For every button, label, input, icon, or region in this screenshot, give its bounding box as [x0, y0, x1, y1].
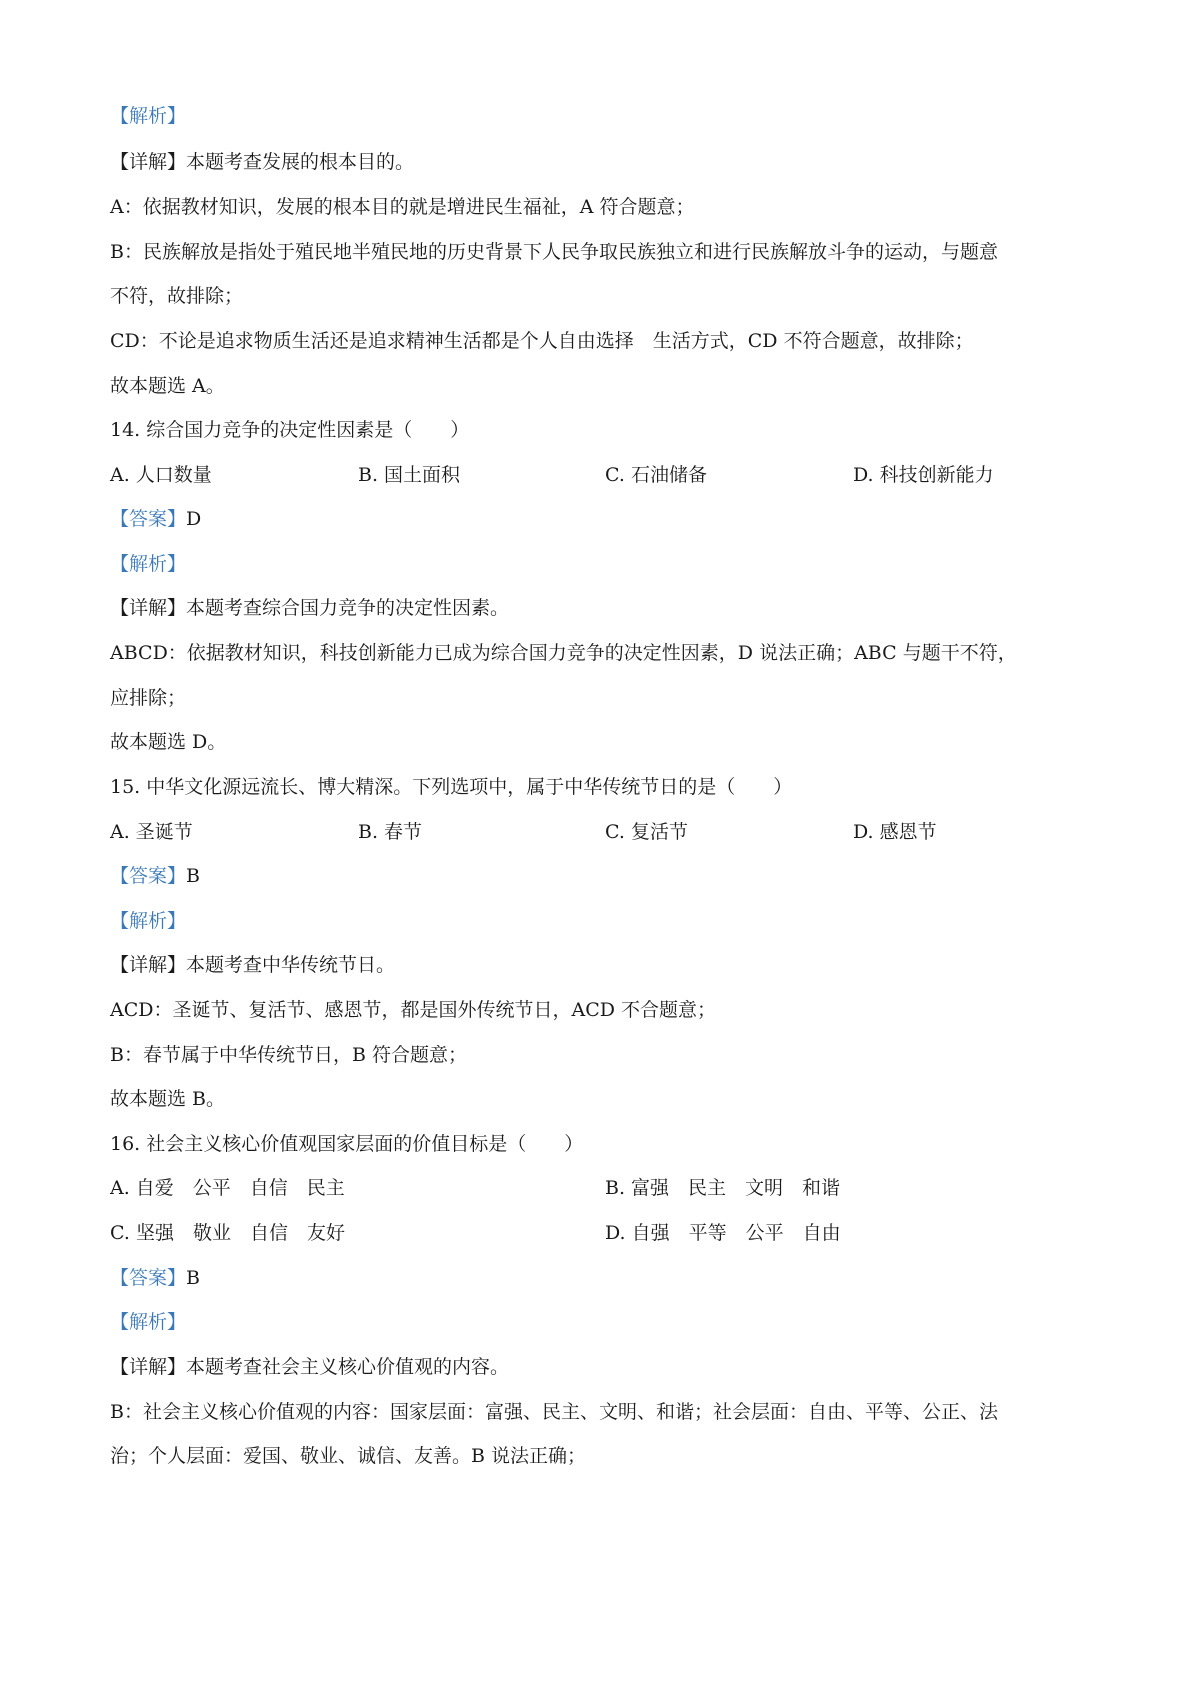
- explanation-line: 不符，故排除；: [110, 285, 244, 307]
- explanation-line: CD：不论是追求物质生活还是追求精神生活都是个人自由选择 生活方式，CD 不符合题意，故排除；: [110, 330, 974, 352]
- option-c: C. 坚强 敬业 自信 友好: [110, 1222, 345, 1244]
- option-b: B. 春节: [358, 821, 423, 843]
- answer-line: [110, 507, 201, 531]
- explanation-line: A：依据教材知识，发展的根本目的就是增进民生福祉，A 符合题意；: [110, 196, 695, 218]
- analysis-label: 【解析】: [110, 1311, 187, 1333]
- explanation-line: [110, 150, 414, 174]
- answer-line: [110, 864, 200, 888]
- explanation-line: 治；个人层面：爱国、敬业、诚信、友善。B 说法正确；: [110, 1445, 587, 1467]
- detail-label: 【详解】: [110, 954, 187, 976]
- detail-label: 【详解】: [110, 1356, 187, 1378]
- detail-label: 【详解】: [110, 151, 187, 173]
- answer-line: [110, 1266, 200, 1290]
- analysis-label: 【解析】: [110, 105, 187, 127]
- option-c: C. 复活节: [605, 821, 688, 843]
- detail-text: 本题考查综合国力竞争的决定性因素。: [186, 597, 510, 619]
- detail-text: 本题考查中华传统节日。: [186, 954, 396, 976]
- explanation-line: ACD：圣诞节、复活节、感恩节，都是国外传统节日，ACD 不合题意；: [110, 999, 717, 1021]
- explanation-line: [110, 1355, 509, 1379]
- explanation-line: B：春节属于中华传统节日，B 符合题意；: [110, 1044, 467, 1066]
- analysis-label: 【解析】: [110, 910, 187, 932]
- option-b: B. 国土面积: [358, 464, 461, 486]
- analysis-label: 【解析】: [110, 553, 187, 575]
- question-stem: 14. 综合国力竞争的决定性因素是（ ）: [110, 419, 470, 441]
- question-stem: 16. 社会主义核心价值观国家层面的价值目标是（ ）: [110, 1133, 584, 1155]
- answer-value: B: [186, 1267, 200, 1289]
- answer-value: B: [186, 865, 200, 887]
- option-c: C. 石油储备: [605, 464, 707, 486]
- answer-value: D: [186, 508, 202, 530]
- option-a: A. 人口数量: [110, 464, 212, 486]
- option-a: A. 圣诞节: [110, 821, 193, 843]
- explanation-line: [110, 953, 395, 977]
- option-a: A. 自爱 公平 自信 民主: [110, 1177, 345, 1199]
- explanation-line: B：民族解放是指处于殖民地半殖民地的历史背景下人民争取民族独立和进行民族解放斗争的运动，与题意: [110, 241, 998, 263]
- detail-text: 本题考查社会主义核心价值观的内容。: [186, 1356, 510, 1378]
- detail-text: 本题考查发展的根本目的。: [186, 151, 415, 173]
- explanation-line: B：社会主义核心价值观的内容：国家层面：富强、民主、文明、和谐；社会层面：自由、平等、公正、法: [110, 1401, 998, 1423]
- detail-label: 【详解】: [110, 597, 187, 619]
- answer-label: 【答案】: [110, 865, 187, 887]
- explanation-line: 应排除；: [110, 687, 187, 709]
- option-b: B. 富强 民主 文明 和谐: [605, 1177, 841, 1199]
- answer-label: 【答案】: [110, 508, 187, 530]
- conclusion-line: 故本题选 D。: [110, 731, 227, 753]
- explanation-line: [110, 596, 509, 620]
- question-stem: 15. 中华文化源远流长、博大精深。下列选项中，属于中华传统节日的是（ ）: [110, 776, 793, 798]
- option-d: D. 感恩节: [853, 821, 937, 843]
- conclusion-line: 故本题选 B。: [110, 1088, 226, 1110]
- conclusion-line: 故本题选 A。: [110, 375, 225, 397]
- option-d: D. 科技创新能力: [853, 464, 994, 486]
- answer-label: 【答案】: [110, 1267, 187, 1289]
- option-d: D. 自强 平等 公平 自由: [605, 1222, 841, 1244]
- explanation-line: ABCD：依据教材知识，科技创新能力已成为综合国力竞争的决定性因素，D 说法正确；ABC 与题干不符，: [110, 642, 1017, 664]
